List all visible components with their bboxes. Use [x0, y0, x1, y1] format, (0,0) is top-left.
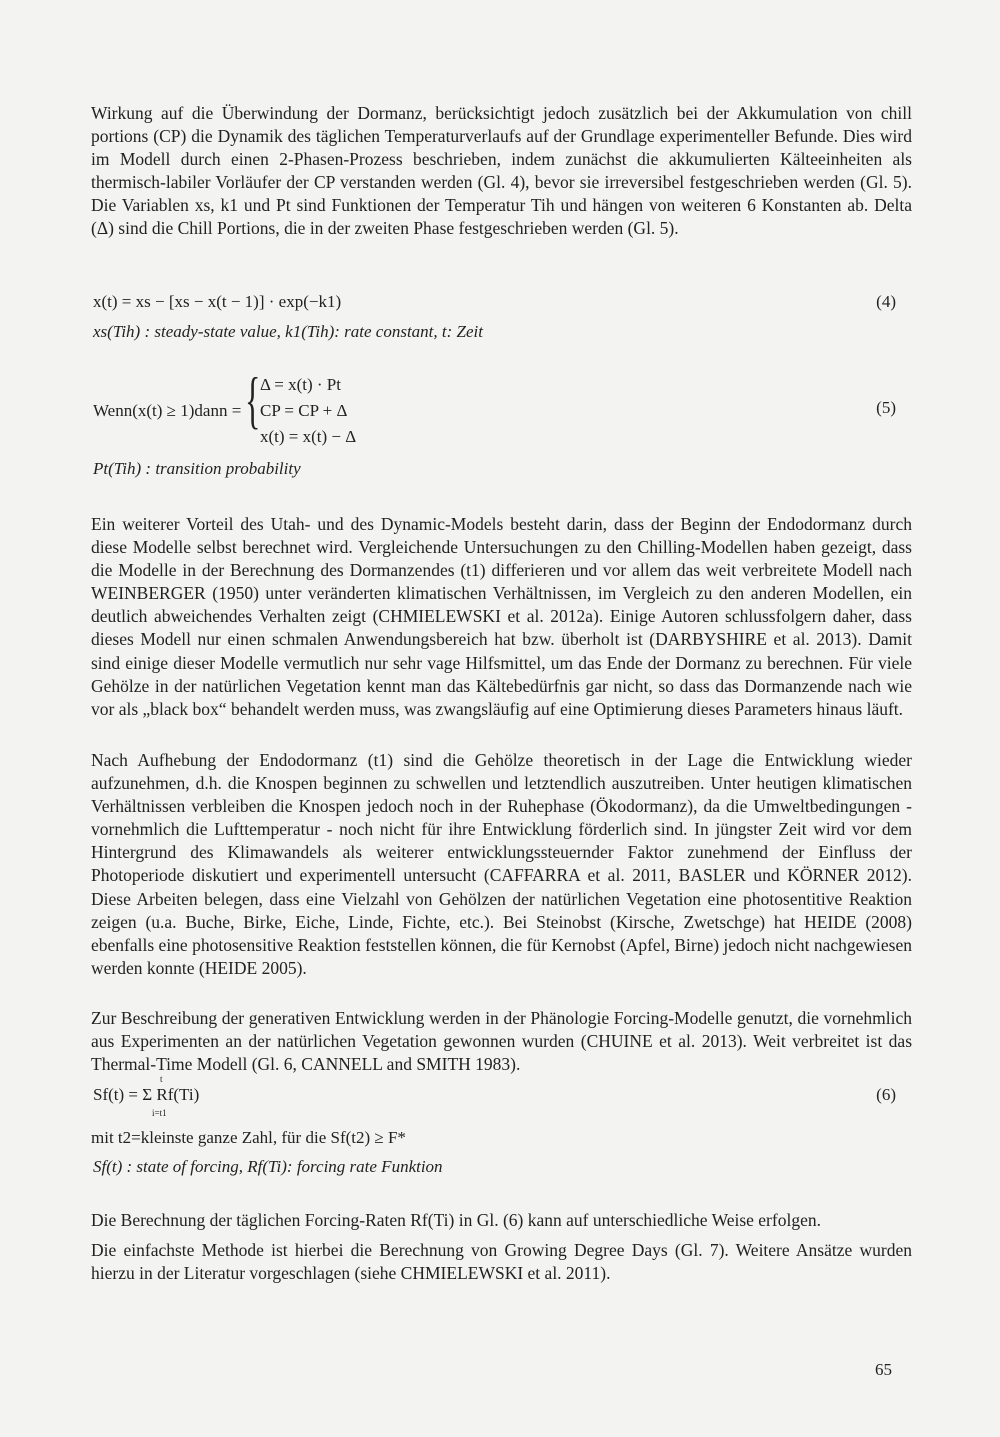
equation-6-definitions: Sf(t) : state of forcing, Rf(Ti): forcing rate Funktion — [93, 1157, 443, 1176]
brace-icon: { — [245, 364, 261, 435]
equation-5-definitions: Pt(Tih) : transition probability — [93, 459, 301, 478]
paragraph-6: Die einfachste Methode ist hierbei die Berechnung von Growing Degree Days (Gl. 7). Weitere Ansätze wurden hierzu in der Literatur vorgeschlagen (siehe CHMIELEWSKI et al. 2011). — [91, 1240, 912, 1284]
equation-4-number: (4) — [876, 292, 896, 311]
equation-4-definitions: xs(Tih) : steady-state value, k1(Tih): rate constant, t: Zeit — [93, 322, 483, 341]
equation-5-condition: Wenn(x(t) ≥ 1)dann = — [93, 401, 242, 420]
equation-6: Sf(t) = Σ Rf(Ti) — [93, 1085, 200, 1104]
equation-5-line-3: x(t) = x(t) − Δ — [260, 427, 357, 446]
paragraph-3: Nach Aufhebung der Endodormanz (t1) sind die Gehölze theoretisch in der Lage die Entwicklung wieder aufzunehmen, d.h. die Knospen beginnen zu schwellen und letztendlich auszutreiben. Unter heutigen klimatischen Verhältnissen verbleiben die Knospen jedoch noch in der Ruhephase (Ökodormanz), da die Umweltbedingungen - vornehmlich die Lufttemperatur - noch nicht für ihre Entwicklung förderlich sind. In jüngster Zeit wird vor dem Hintergrund des Klimawandels als weiterer entwicklungssteuernder Faktor zunehmend der Einfluss der Photoperiode diskutiert und experimentell untersucht (CAFFARRA et al. 2011, BASLER und KÖRNER 2012). Diese Arbeiten belegen, dass eine Vielzahl von Gehölzen der natürlichen Vegetation eine photosentitive Reaktion zeigen (u.a. Buche, Birke, Eiche, Linde, Fichte, etc.). Bei Steinobst (Kirsche, Zwetschge) hat HEIDE (2008) ebenfalls eine photosensitive Reaktion feststellen können, die für Kernobst (Apfel, Birne) jedoch nicht nachgewiesen werden konnte (HEIDE 2005). — [91, 750, 912, 978]
equation-6-condition: mit t2=kleinste ganze Zahl, für die Sf(t2) ≥ F* — [91, 1128, 406, 1147]
paragraph-1: Wirkung auf die Überwindung der Dormanz, berücksichtigt jedoch zusätzlich bei der Akkumulation von chill portions (CP) die Dynamik des täglichen Temperaturverlaufs auf der Grundlage experimenteller Befunde. Dies wird im Modell durch einen 2-Phasen-Prozess beschrieben, indem zunächst die akkumulierten Kälteeinheiten als thermisch-labiler Vorläufer der CP verstanden werden (Gl. 4), bevor sie irreversibel festgeschrieben werden (Gl. 5). Die Variablen xs, k1 und Pt sind Funktionen der Temperatur Tih und hängen von weiteren 6 Konstanten ab. Delta (Δ) sind die Chill Portions, die in der zweiten Phase festgeschrieben werden (Gl. 5). — [91, 103, 912, 239]
equation-4: x(t) = xs − [xs − x(t − 1)] · exp(−k1) — [93, 292, 342, 311]
paragraph-4: Zur Beschreibung der generativen Entwicklung werden in der Phänologie Forcing-Modelle genutzt, die vornehmlich aus Experimenten an der natürlichen Vegetation gewonnen wurden (CHUINE et al. 2013). Weit verbreitet ist das Thermal-Time Modell (Gl. 6, CANNELL and SMITH 1983). — [91, 1008, 912, 1075]
equation-5-line-1: Δ = x(t) · Pt — [260, 375, 341, 394]
sum-lower-limit: i=t1 — [152, 1108, 167, 1118]
paragraph-5: Die Berechnung der täglichen Forcing-Raten Rf(Ti) in Gl. (6) kann auf unterschiedliche Weise erfolgen. — [91, 1210, 821, 1230]
equation-6-number: (6) — [876, 1085, 896, 1104]
equation-5-line-2: CP = CP + Δ — [260, 401, 348, 420]
paragraph-2: Ein weiterer Vorteil des Utah- und des Dynamic-Models besteht darin, dass der Beginn der Endodormanz durch diese Modelle selbst berechnet wird. Vergleichende Untersuchungen zu den Chilling-Modellen haben gezeigt, dass die Modelle in der Berechnung des Dormanzendes (t1) differieren und vor allem das weit verbreitete Modell nach WEINBERGER (1950) unter veränderten klimatischen Verhältnissen, im Vergleich zu den anderen Modellen, ein deutlich abweichendes Verhalten zeigt (CHMIELEWSKI et al. 2012a). Einige Autoren schlussfolgern daher, dass dieses Modell nur einen schmalen Anwendungsbereich hat bzw. überholt ist (DARBYSHIRE et al. 2013). Damit sind einige dieser Modelle vermutlich nur sehr vage Hilfsmittel, um das Ende der Dormanz zu berechnen. Für viele Gehölze in der natürlichen Vegetation kennt man das Kältebedürfnis gar nicht, so dass das Dormanzende nach wie vor als „black box“ behandelt werden muss, was zwangsläufig auf eine Optimierung dieses Parameters hinaus läuft. — [91, 514, 912, 719]
equation-5-number: (5) — [876, 398, 896, 417]
sum-upper-limit: t — [160, 1074, 163, 1084]
page-number: 65 — [875, 1360, 892, 1379]
